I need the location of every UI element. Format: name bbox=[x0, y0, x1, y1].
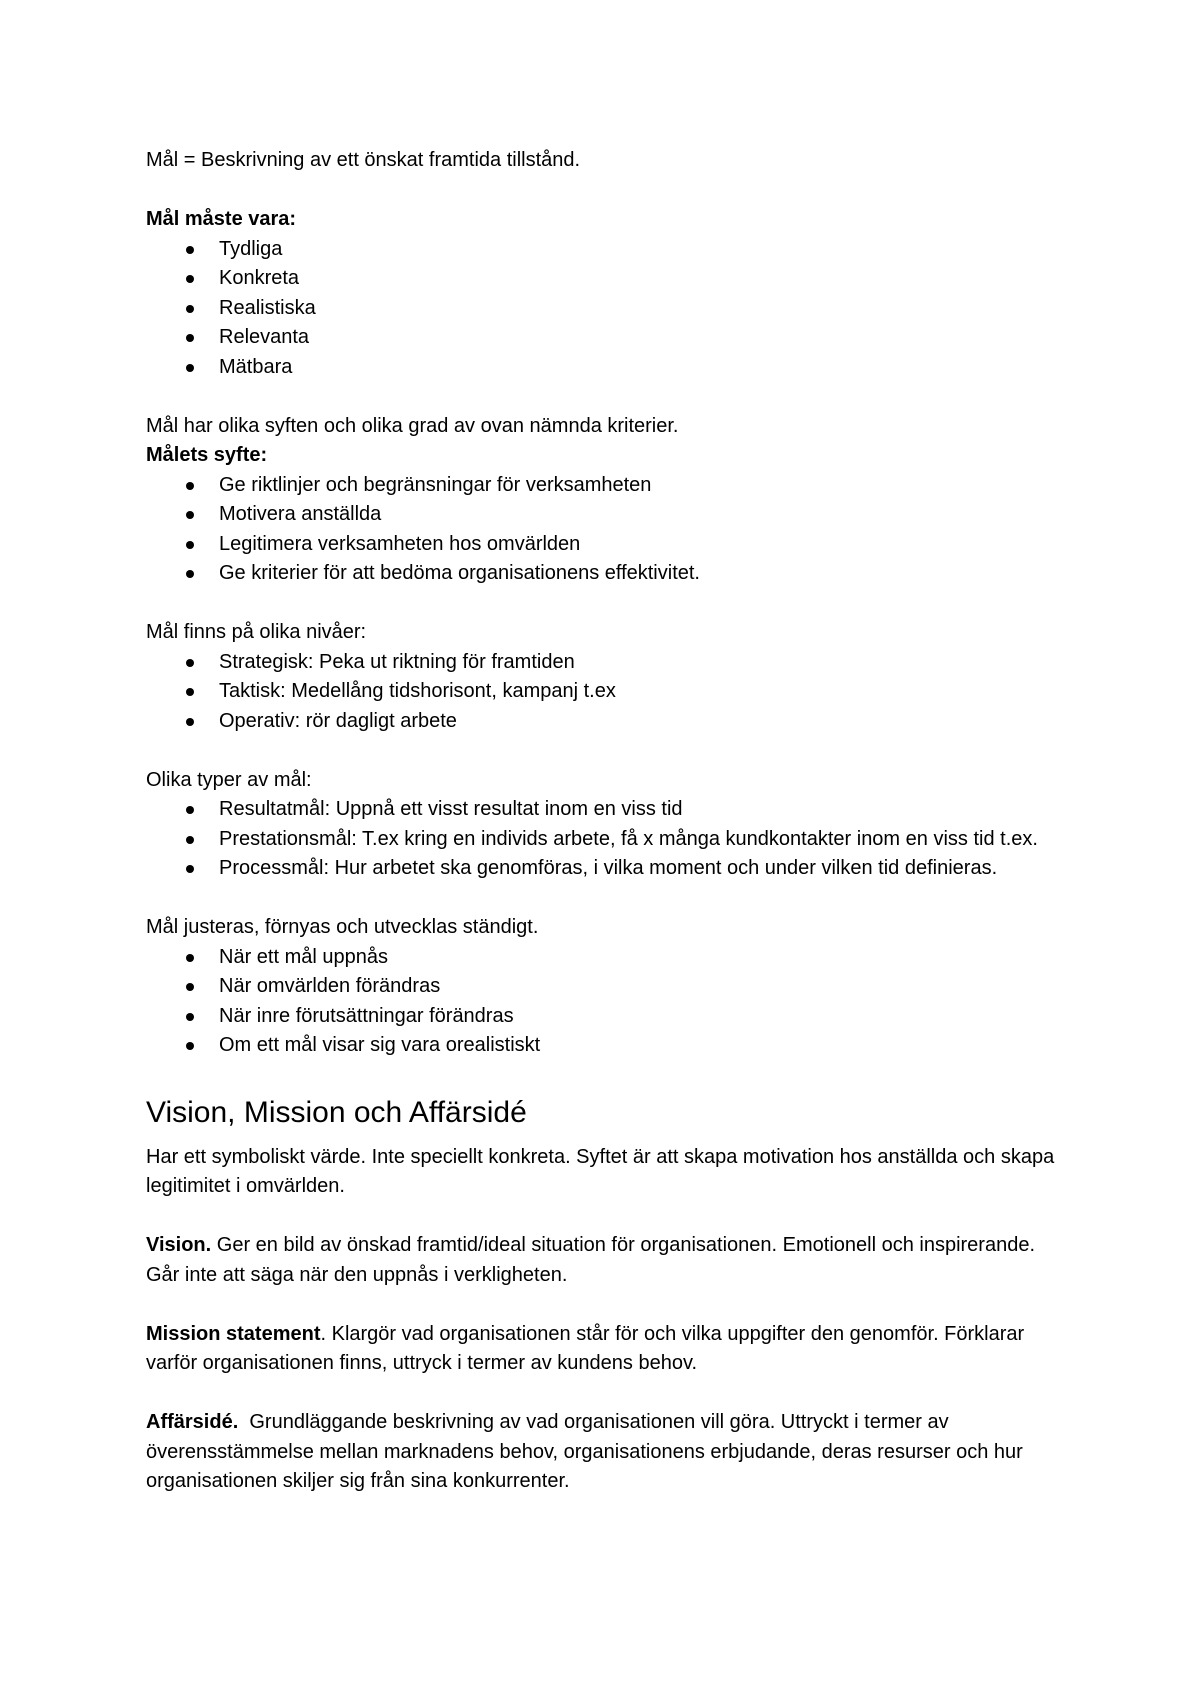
document-page bbox=[146, 146, 1066, 1497]
vision-paragraph bbox=[146, 1231, 1066, 1290]
spacer bbox=[146, 382, 1066, 412]
list-item: Ge kriterier för att bedöma organisationens effektivitet. bbox=[146, 559, 1066, 589]
spacer bbox=[146, 176, 1066, 206]
must-be-list bbox=[146, 235, 1066, 383]
purpose-list bbox=[146, 471, 1066, 589]
list-item: Taktisk: Medellång tidshorisont, kampanj t.ex bbox=[146, 677, 1066, 707]
mission-label: Mission statement bbox=[146, 1322, 321, 1345]
section-title: Vision, Mission och Affärsidé bbox=[146, 1095, 527, 1129]
list-item: Tydliga bbox=[146, 235, 1066, 265]
levels-list bbox=[146, 648, 1066, 737]
types-heading: Olika typer av mål: bbox=[146, 768, 312, 791]
business-idea-label: Affärsidé. bbox=[146, 1411, 239, 1433]
section-intro: Har ett symboliskt värde. Inte speciellt konkreta. Syftet är att skapa motivation hos anställda och skapa legitimitet i omvärlden. bbox=[146, 1145, 1055, 1197]
levels-heading: Mål finns på olika nivåer: bbox=[146, 621, 367, 643]
list-item: Strategisk: Peka ut riktning för framtiden bbox=[146, 648, 1066, 678]
spacer bbox=[146, 884, 1066, 914]
list-item: Mätbara bbox=[146, 353, 1066, 383]
types-list bbox=[146, 795, 1066, 884]
spacer bbox=[146, 1202, 1066, 1232]
list-item: Ge riktlinjer och begränsningar för verksamheten bbox=[146, 471, 1066, 501]
list-item: Motivera anställda bbox=[146, 500, 1066, 530]
adjust-heading: Mål justeras, förnyas och utvecklas ständigt. bbox=[146, 916, 539, 938]
adjust-list bbox=[146, 943, 1066, 1061]
spacer bbox=[146, 1379, 1066, 1409]
spacer bbox=[146, 1290, 1066, 1320]
vision-label: Vision. bbox=[146, 1234, 212, 1256]
list-item: När inre förutsättningar förändras bbox=[146, 1002, 1066, 1032]
intro-definition: Mål = Beskrivning av ett önskat framtida tillstånd. bbox=[146, 149, 581, 171]
purposes-intro: Mål har olika syften och olika grad av ovan nämnda kriterier. bbox=[146, 414, 679, 437]
list-item: Relevanta bbox=[146, 323, 1066, 353]
list-item: Konkreta bbox=[146, 264, 1066, 294]
list-item: När ett mål uppnås bbox=[146, 943, 1066, 973]
mission-text: . Klargör vad organisationen står för och vilka uppgifter den genomför. Förklarar varför organisationen finns, uttryck i termer av kundens behov. bbox=[146, 1322, 1025, 1374]
spacer bbox=[146, 589, 1066, 619]
business-idea-paragraph bbox=[146, 1408, 1066, 1497]
must-be-heading: Mål måste vara: bbox=[146, 208, 297, 230]
list-item: Prestationsmål: T.ex kring en individs arbete, få x många kundkontakter inom en viss tid t.ex. bbox=[146, 825, 1066, 855]
list-item: Processmål: Hur arbetet ska genomföras, i vilka moment och under vilken tid definieras. bbox=[146, 854, 1066, 884]
business-idea-text: Grundläggande beskrivning av vad organisationen vill göra. Uttryckt i termer av överensstämmelse mellan marknadens behov, organisationens erbjudande, deras resurser och hur organisationen skiljer sig från sina konkurrenter. bbox=[146, 1411, 1029, 1492]
list-item: Realistiska bbox=[146, 294, 1066, 324]
mission-paragraph bbox=[146, 1320, 1066, 1379]
list-item: Om ett mål visar sig vara orealistiskt bbox=[146, 1031, 1066, 1061]
list-item: Resultatmål: Uppnå ett visst resultat inom en viss tid bbox=[146, 795, 1066, 825]
list-item: När omvärlden förändras bbox=[146, 972, 1066, 1002]
list-item: Operativ: rör dagligt arbete bbox=[146, 707, 1066, 737]
spacer bbox=[146, 736, 1066, 766]
list-item: Legitimera verksamheten hos omvärlden bbox=[146, 530, 1066, 560]
vision-text: Ger en bild av önskad framtid/ideal situation för organisationen. Emotionell och inspirerande. Går inte att säga när den uppnås i verkligheten. bbox=[146, 1234, 1036, 1286]
purpose-heading: Målets syfte: bbox=[146, 444, 268, 466]
